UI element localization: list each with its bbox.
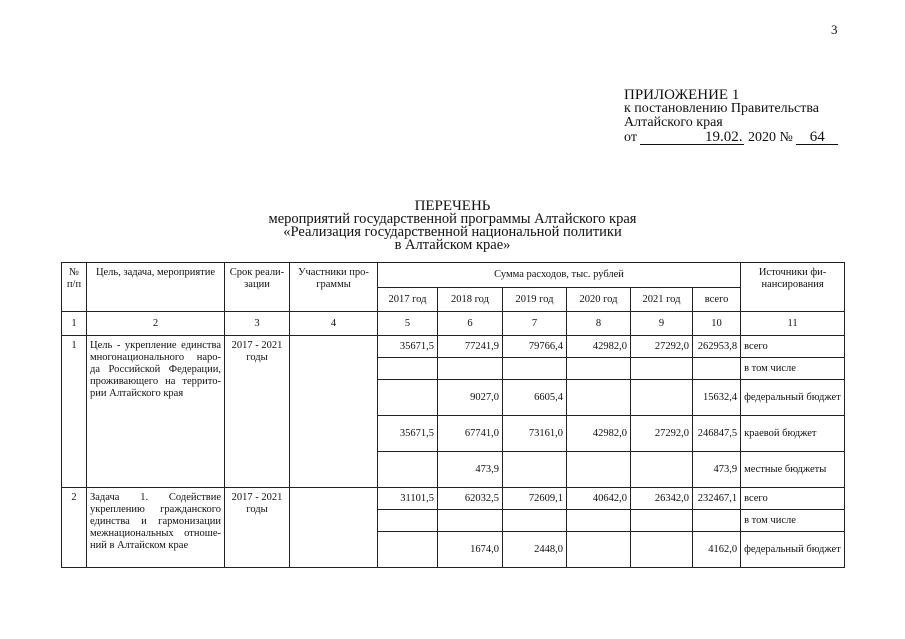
- funding-source: всего: [741, 488, 845, 510]
- funding-source: всего: [741, 336, 845, 358]
- value-2019: [503, 452, 567, 488]
- col-number: 3: [225, 312, 290, 336]
- decree-number: 64: [796, 130, 838, 145]
- value-2021: [631, 452, 693, 488]
- row-number: 2: [62, 488, 87, 568]
- value-total: [693, 358, 741, 380]
- value-total: 4162,0: [693, 532, 741, 568]
- value-2018: [438, 358, 503, 380]
- col-number: 4: [290, 312, 378, 336]
- header-2020: 2020 год: [567, 288, 631, 312]
- funding-source: местные бюджеты: [741, 452, 845, 488]
- value-total: 246847,5: [693, 416, 741, 452]
- header-total: всего: [693, 288, 741, 312]
- value-2019: 2448,0: [503, 532, 567, 568]
- header-participants: Участники про-граммы: [290, 263, 378, 312]
- value-2017: 31101,5: [378, 488, 438, 510]
- value-total: 473,9: [693, 452, 741, 488]
- heading-line-1: мероприятий государственной программы Алтайского края: [268, 211, 637, 227]
- col-number: 5: [378, 312, 438, 336]
- implementation-term: 2017 - 2021 годы: [225, 336, 290, 488]
- col-number: 7: [503, 312, 567, 336]
- header-term: Срок реали-зации: [225, 263, 290, 312]
- participants-cell: [290, 336, 378, 488]
- row-number: 1: [62, 336, 87, 488]
- header-2018: 2018 год: [438, 288, 503, 312]
- value-2019: 73161,0: [503, 416, 567, 452]
- appendix-line-1: к постановлению Правительства: [624, 101, 820, 116]
- value-2020: [567, 532, 631, 568]
- decree-date: 19.02.: [640, 130, 744, 145]
- activity-name: Задача 1. Содействие укреплению гражданского единства и гармонизации межнациональных отноше-ний в Алтайском крае: [87, 488, 225, 568]
- funding-source: федеральный бюджет: [741, 380, 845, 416]
- value-2019: [503, 510, 567, 532]
- col-number: 9: [631, 312, 693, 336]
- value-2019: 72609,1: [503, 488, 567, 510]
- funding-source: федеральный бюджет: [741, 532, 845, 568]
- value-2021: 27292,0: [631, 416, 693, 452]
- value-total: 15632,4: [693, 380, 741, 416]
- value-2021: [631, 532, 693, 568]
- value-2017: 35671,5: [378, 336, 438, 358]
- col-number: 2: [87, 312, 225, 336]
- value-total: 232467,1: [693, 488, 741, 510]
- header-2019: 2019 год: [503, 288, 567, 312]
- header-2021: 2021 год: [631, 288, 693, 312]
- value-total: [693, 510, 741, 532]
- value-2021: 27292,0: [631, 336, 693, 358]
- value-2020: [567, 380, 631, 416]
- activity-name: Цель - укрепление единства многонационального наро-да Российской Федерации, проживающего на террито-рии Алтайского края: [87, 336, 225, 488]
- header-row-1: [62, 263, 845, 288]
- table-row: [62, 488, 845, 510]
- appendix-block: [624, 88, 838, 145]
- value-2020: [567, 510, 631, 532]
- heading-line-2: «Реализация государственной национальной политики: [283, 224, 622, 240]
- funding-source: краевой бюджет: [741, 416, 845, 452]
- value-2018: 77241,9: [438, 336, 503, 358]
- heading-title: ПЕРЕЧЕНЬ: [414, 198, 491, 214]
- heading-line-3: в Алтайском крае»: [394, 237, 511, 253]
- value-2020: 40642,0: [567, 488, 631, 510]
- implementation-term: 2017 - 2021 годы: [225, 488, 290, 568]
- value-2017: [378, 358, 438, 380]
- col-number: 6: [438, 312, 503, 336]
- value-2018: [438, 510, 503, 532]
- column-numbers-row: [62, 312, 845, 336]
- table-row: [62, 336, 845, 358]
- value-2020: [567, 452, 631, 488]
- value-2021: 26342,0: [631, 488, 693, 510]
- value-2018: 9027,0: [438, 380, 503, 416]
- value-2017: [378, 510, 438, 532]
- value-2018: 473,9: [438, 452, 503, 488]
- header-2017: 2017 год: [378, 288, 438, 312]
- header-sources: Источники фи-нансирования: [741, 263, 845, 312]
- value-2019: 79766,4: [503, 336, 567, 358]
- col-number: 1: [62, 312, 87, 336]
- funding-source: в том числе: [741, 358, 845, 380]
- decree-year-no: 2020 №: [747, 130, 793, 145]
- value-2018: 62032,5: [438, 488, 503, 510]
- value-2017: [378, 380, 438, 416]
- col-number: 11: [741, 312, 845, 336]
- page-number: 3: [831, 22, 838, 37]
- appendix-line-2: Алтайского края: [624, 115, 723, 130]
- date-prefix: от: [624, 130, 637, 145]
- header-sum: Сумма расходов, тыс. рублей: [378, 263, 741, 288]
- activities-table: [61, 262, 845, 568]
- value-2019: [503, 358, 567, 380]
- value-2017: [378, 452, 438, 488]
- header-num: № п/п: [62, 263, 87, 312]
- value-2021: [631, 358, 693, 380]
- value-2018: 1674,0: [438, 532, 503, 568]
- value-2021: [631, 510, 693, 532]
- value-2017: 35671,5: [378, 416, 438, 452]
- value-2020: 42982,0: [567, 416, 631, 452]
- value-2020: [567, 358, 631, 380]
- funding-source: в том числе: [741, 510, 845, 532]
- participants-cell: [290, 488, 378, 568]
- document-heading: [0, 200, 905, 252]
- value-2021: [631, 380, 693, 416]
- value-2020: 42982,0: [567, 336, 631, 358]
- col-number: 10: [693, 312, 741, 336]
- appendix-title: ПРИЛОЖЕНИЕ 1: [624, 87, 740, 103]
- value-total: 262953,8: [693, 336, 741, 358]
- appendix-date-line: [624, 130, 838, 145]
- value-2017: [378, 532, 438, 568]
- value-2019: 6605,4: [503, 380, 567, 416]
- header-goal: Цель, задача, мероприятие: [87, 263, 225, 312]
- col-number: 8: [567, 312, 631, 336]
- value-2018: 67741,0: [438, 416, 503, 452]
